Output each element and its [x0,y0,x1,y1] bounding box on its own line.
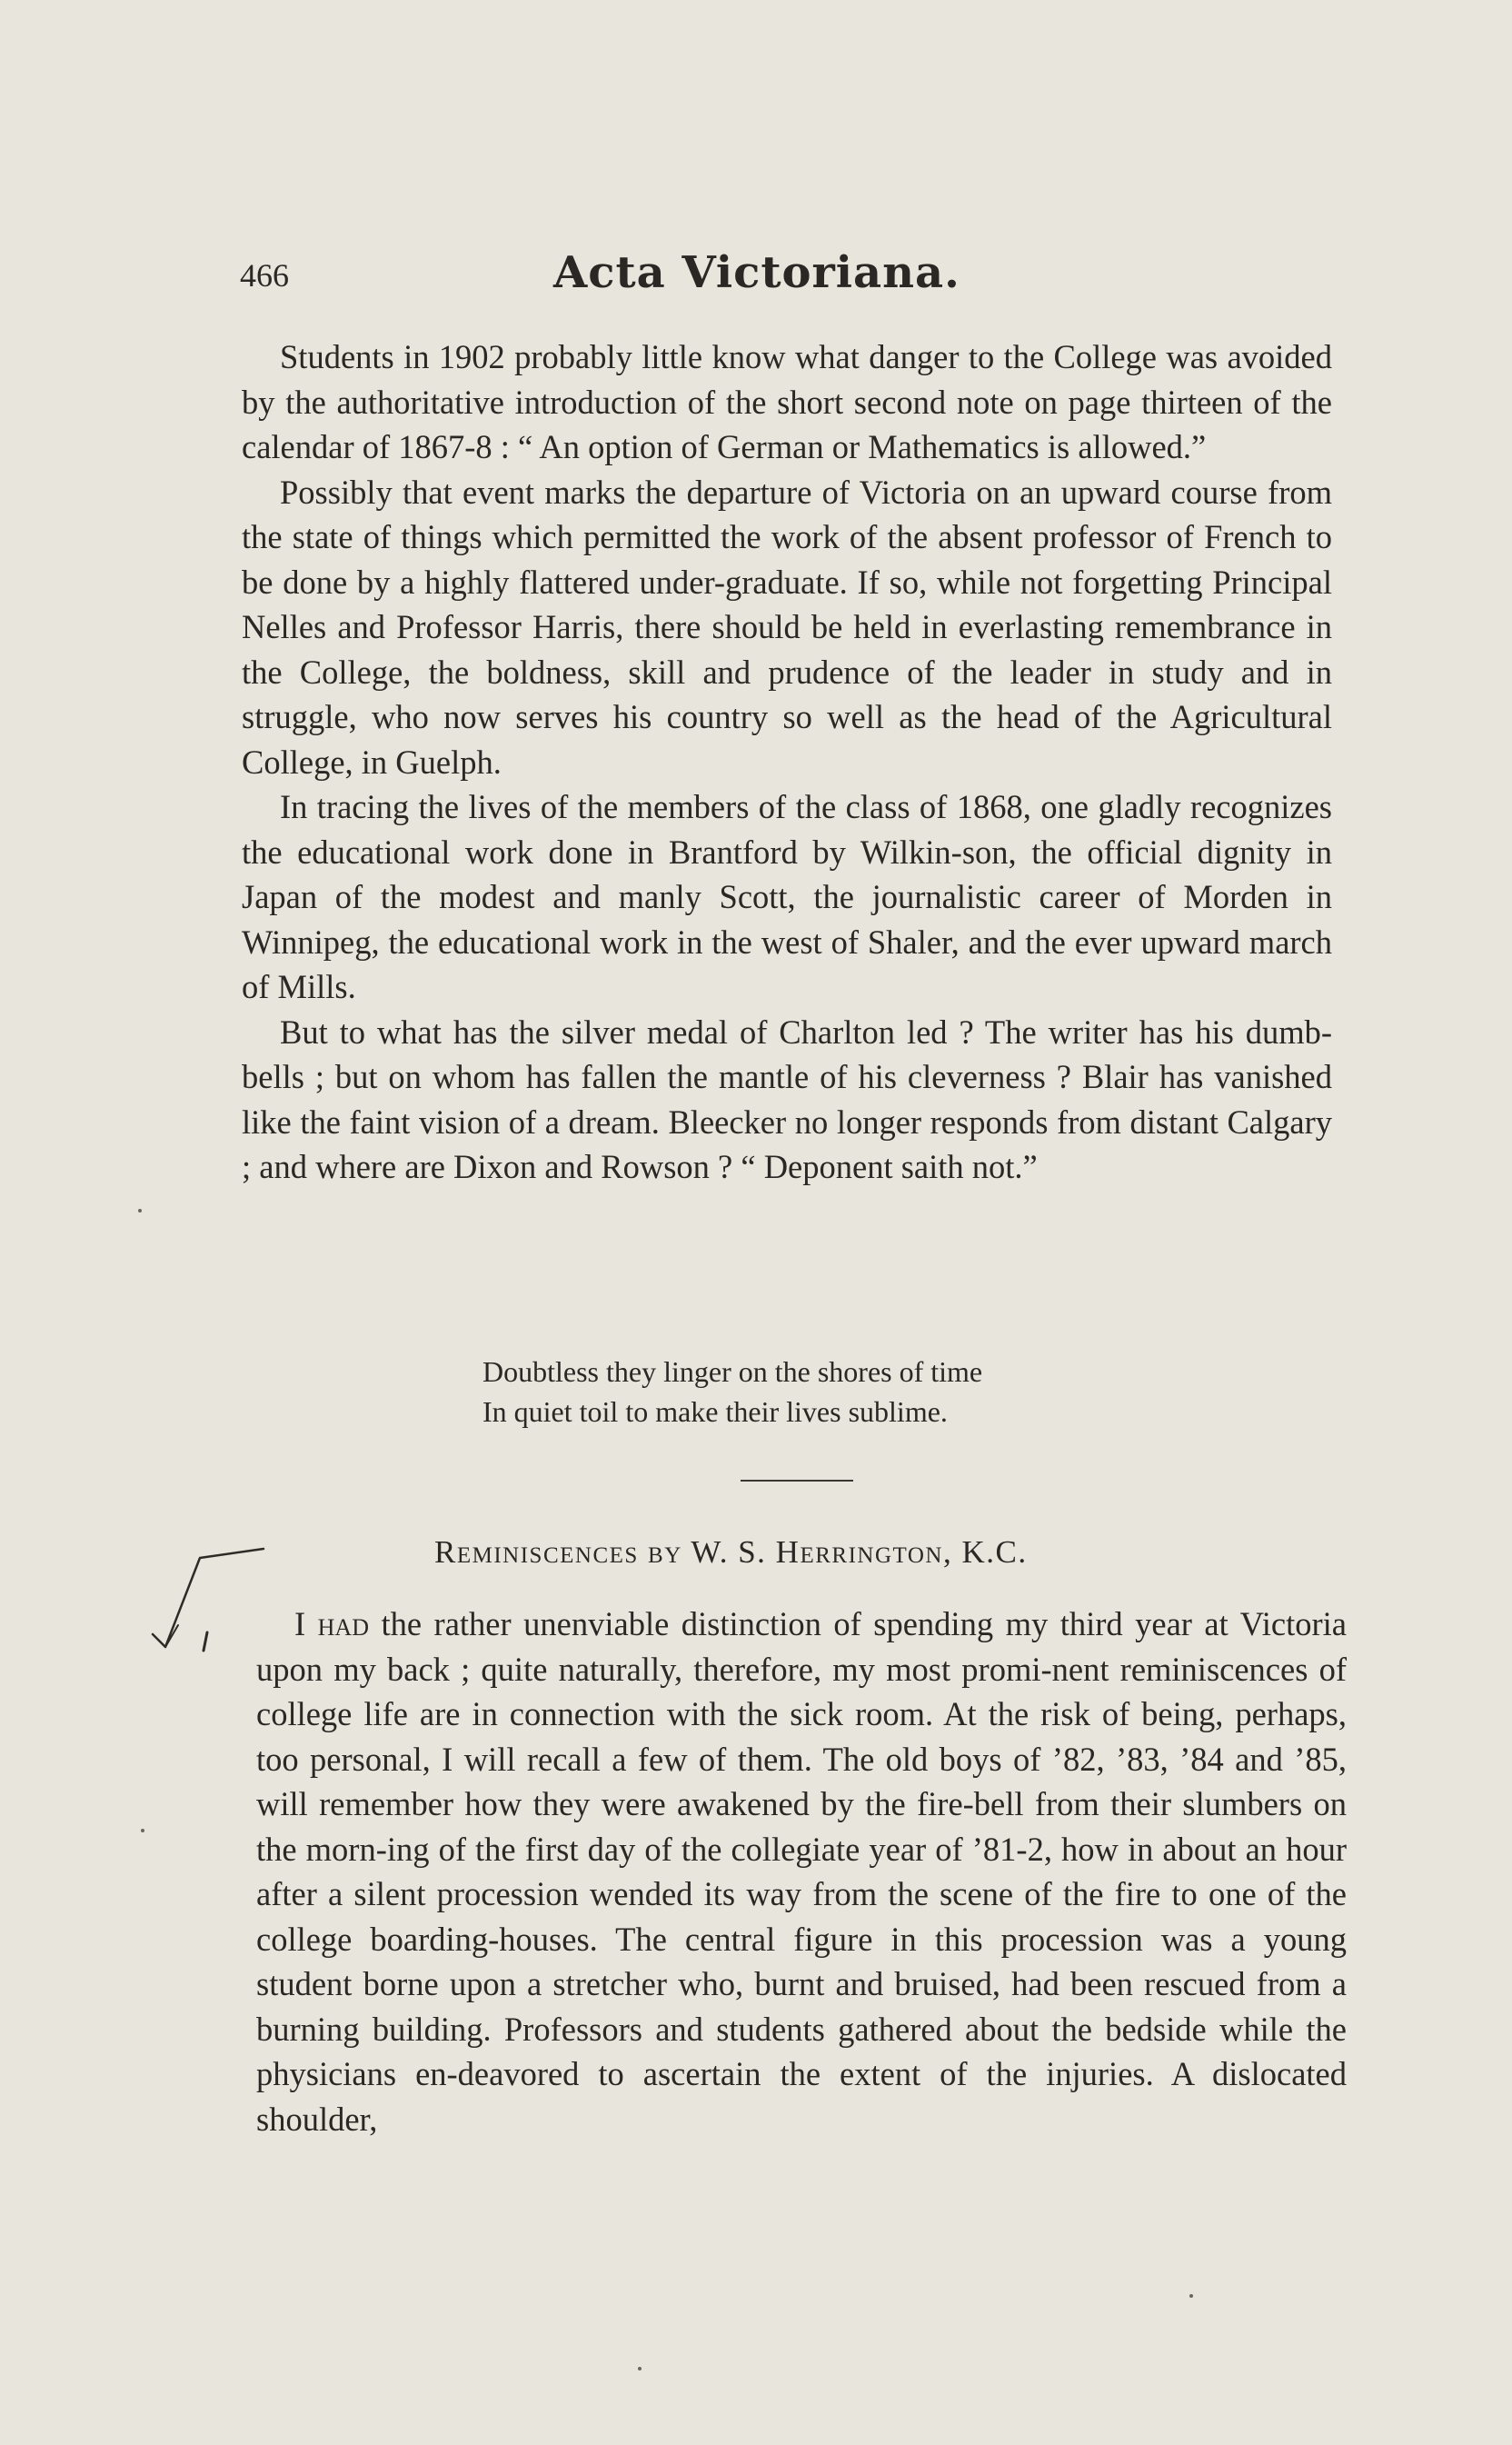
section-heading: Reminiscences by W. S. Herrington, K.C. [434,1534,1028,1570]
paper-speck [141,1829,144,1832]
paragraph-1: Students in 1902 probably little know what danger to the College was avoided by the authoritative introduction of the short second note on page thirteen of the calendar of 1867-8 : “ An option of German or Mathematics is allowed.” [242,338,1332,465]
page-header [240,247,1348,302]
paragraph-5 [256,1602,1347,2141]
verse-quote [482,1352,982,1432]
verse-line-1: Doubtless they linger on the shores of time [482,1355,983,1388]
paragraph-5-text: the rather unenviable distinction of spending my third year at Victoria upon my back ; quite naturally, therefore, my most promi-nent reminiscences of college life are in connection with the sick room. At the risk of being, perhaps, too personal, I will recall a few of them. The old boys of ’82, ’83, ’84 and ’85, will remember how they were awakened by the fire-bell from their slumbers on the morn-ing of the first day of the collegiate year of ’81-2, how in about an hour after a silent procession wended its way from the scene of the fire to one of the college boarding-houses. The central figure in this procession was a young student borne upon a stretcher who, burnt and bruised, had been rescued from a burning building. Professors and students gathered about the bedside while the physicians en-deavored to ascertain the extent of the injuries. A dislocated shoulder, [256,1605,1347,2138]
paper-speck [638,2367,642,2370]
section-divider [741,1480,853,1482]
section-1-body [242,334,1332,1190]
lead-caps: I had [294,1605,369,1642]
verse-line-2: In quiet toil to make their lives sublime. [482,1395,948,1428]
handwritten-margin-mark [145,1545,273,1654]
section-2-body [256,1602,1347,2141]
paper-speck [1189,2294,1193,2298]
paragraph-3: In tracing the lives of the members of the class of 1868, one gladly recognizes the educational work done in Brantford by Wilkin-son, the official dignity in Japan of the modest and manly Scott, the journalistic career of Morden in Winnipeg, the educational work in the west of Shaler, and the ever upward march of Mills. [242,788,1332,1005]
running-title: Acta Victoriana. [553,247,960,298]
paragraph-2: Possibly that event marks the departure of Victoria on an upward course from the state of things which permitted the work of the absent professor of French to be done by a highly flattered under-graduate. If so, while not forgetting Principal Nelles and Professor Harris, there should be held in everlasting remembrance in the College, the boldness, skill and prudence of the leader in study and in struggle, who now serves his country so well as the head of the Agricultural College, in Guelph. [242,473,1332,781]
paper-speck [138,1209,142,1213]
page-number: 466 [240,257,289,294]
paragraph-4: But to what has the silver medal of Charlton led ? The writer has his dumb-bells ; but on whom has fallen the mantle of his cleverness ? Blair has vanished like the faint vision of a dream. Bleecker no longer responds from distant Calgary ; and where are Dixon and Rowson ? “ Deponent saith not.” [242,1013,1332,1185]
